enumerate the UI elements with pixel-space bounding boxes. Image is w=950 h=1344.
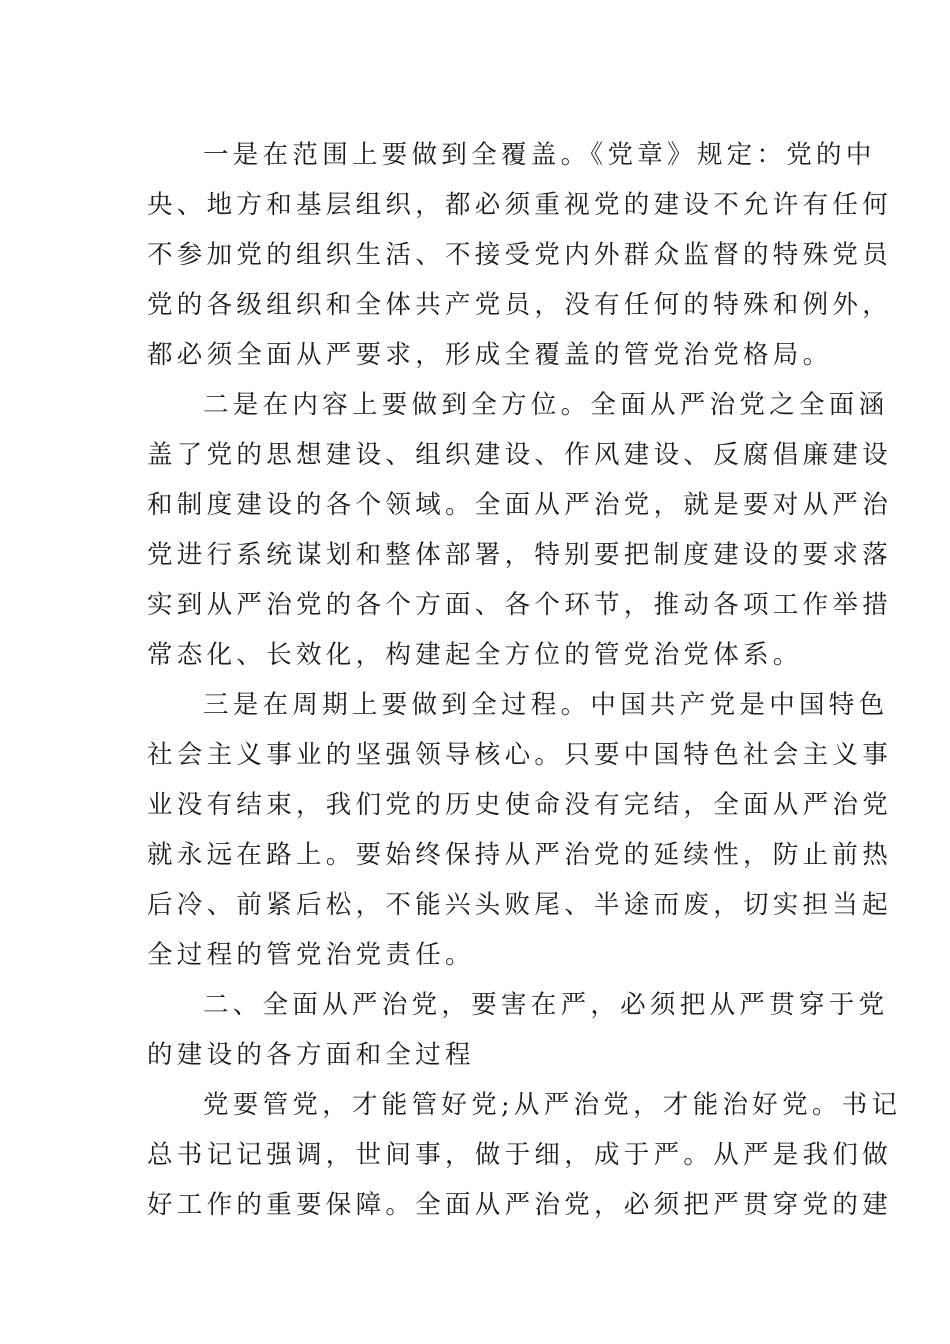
document-body bbox=[147, 130, 902, 1230]
text-line: 后冷、前紧后松，不能兴头败尾、半途而废，切实担当起 bbox=[147, 890, 893, 920]
text-line: 盖了党的思想建设、组织建设、作风建设、反腐倡廉建设 bbox=[147, 440, 893, 470]
text-line: 实到从严治党的各个方面、各个环节，推动各项工作举措 bbox=[147, 590, 893, 620]
text-line: 二、全面从严治党，要害在严，必须把从严贯穿于党 bbox=[203, 990, 889, 1020]
text-line: 常态化、长效化，构建起全方位的管党治党体系。 bbox=[147, 640, 803, 670]
text-line: 二是在内容上要做到全方位。全面从严治党之全面涵 bbox=[203, 390, 889, 420]
text-line: 一是在范围上要做到全覆盖。《党章》规定：党的中 bbox=[203, 140, 876, 170]
text-line: 党要管党，才能管好党;从严治党，才能治好党。书记 bbox=[203, 1090, 902, 1120]
text-line: 都必须全面从严要求，形成全覆盖的管党治党格局。 bbox=[147, 340, 833, 370]
paragraph-content bbox=[147, 380, 893, 680]
text-line: 的建设的各方面和全过程 bbox=[147, 1040, 475, 1070]
text-line: 好工作的重要保障。全面从严治党，必须把严贯穿党的建 bbox=[147, 1190, 893, 1220]
text-line: 和制度建设的各个领域。全面从严治党，就是要对从严治 bbox=[147, 490, 893, 520]
text-line: 党的各级组织和全体共产党员，没有任何的特殊和例外， bbox=[147, 290, 893, 320]
paragraph-process bbox=[147, 680, 893, 980]
text-line: 央、地方和基层组织，都必须重视党的建设不允许有任何 bbox=[147, 190, 893, 220]
text-line: 总书记记强调，世间事，做于细，成于严。从严是我们做 bbox=[147, 1140, 893, 1170]
text-line: 三是在周期上要做到全过程。中国共产党是中国特色 bbox=[203, 690, 889, 720]
text-line: 全过程的管党治党责任。 bbox=[147, 940, 475, 970]
text-line: 党进行系统谋划和整体部署，特别要把制度建设的要求落 bbox=[147, 540, 893, 570]
text-line: 业没有结束，我们党的历史使命没有完结，全面从严治党 bbox=[147, 790, 893, 820]
section-heading bbox=[147, 980, 889, 1080]
paragraph-coverage bbox=[147, 130, 893, 380]
text-line: 就永远在路上。要始终保持从严治党的延续性，防止前热 bbox=[147, 840, 893, 870]
text-line: 不参加党的组织生活、不接受党内外群众监督的特殊党员 bbox=[147, 240, 893, 270]
text-line: 社会主义事业的坚强领导核心。只要中国特色社会主义事 bbox=[147, 740, 893, 770]
paragraph-strictness bbox=[147, 1080, 902, 1230]
